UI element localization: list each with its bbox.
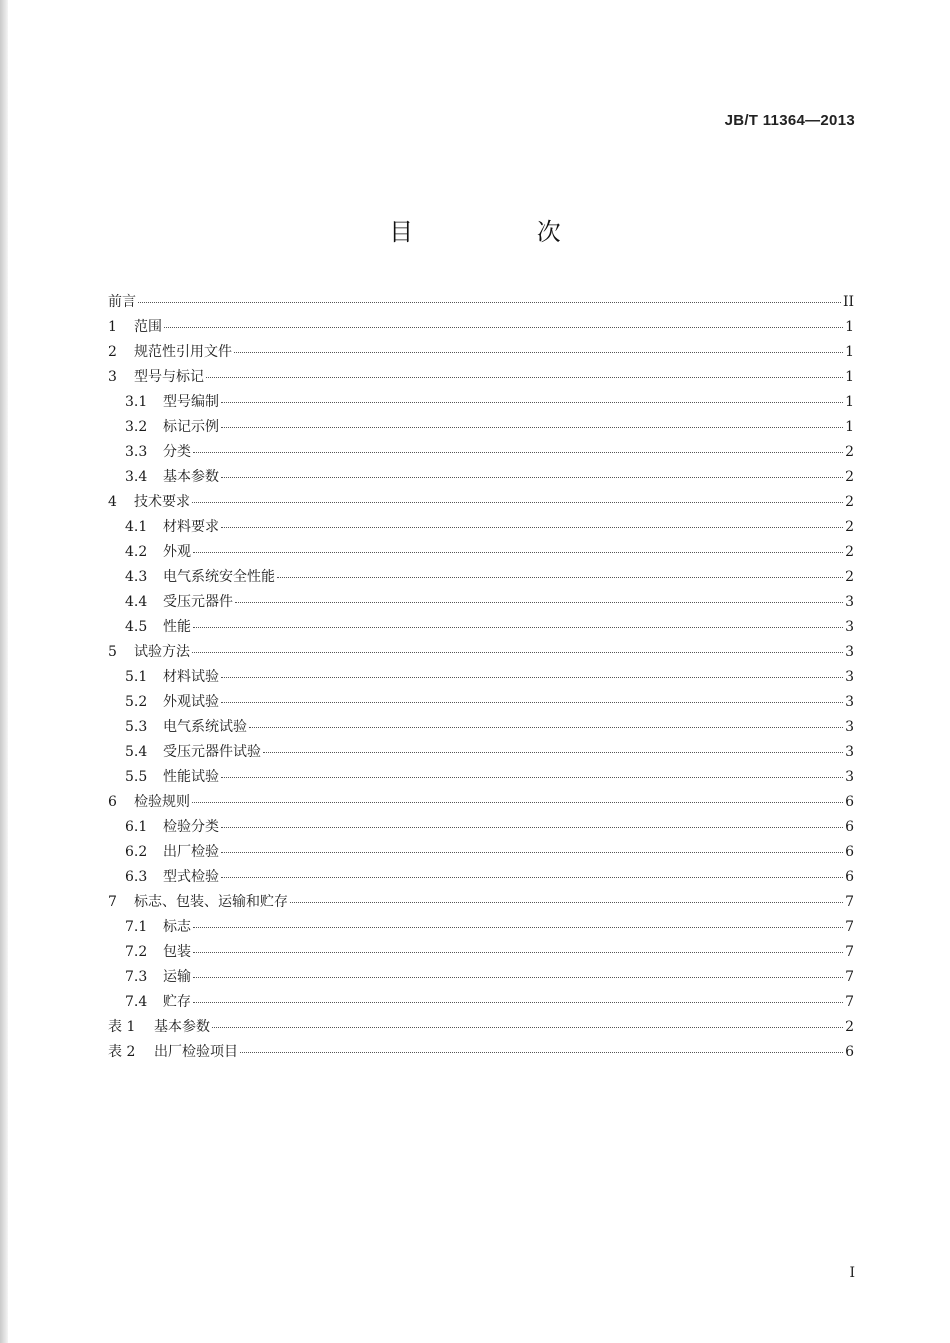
toc-entry[interactable] [108, 865, 854, 890]
toc-entry-page: 1 [845, 319, 854, 335]
toc-entry-number: 5.3 [125, 719, 148, 735]
toc-entry[interactable] [108, 540, 854, 565]
toc-entry-page: 2 [845, 1019, 854, 1035]
toc-entry-page: 6 [845, 844, 854, 860]
toc-entry-page: 2 [845, 469, 854, 485]
toc-entry[interactable] [108, 440, 854, 465]
dot-leader [193, 951, 843, 953]
toc-entry-number: 3 [108, 369, 117, 385]
dot-leader [193, 451, 843, 453]
dot-leader [193, 551, 843, 553]
dot-leader [193, 1001, 843, 1003]
standard-code: JB/T 11364—2013 [724, 112, 855, 129]
toc-entry-page: 1 [845, 344, 854, 360]
toc-entry[interactable] [108, 965, 854, 990]
toc-entry-label: 贮存 [163, 994, 191, 1010]
toc-entry-label: 标志 [163, 919, 191, 935]
toc-entry-page: 7 [845, 944, 854, 960]
toc-entry-label: 运输 [163, 969, 191, 985]
toc-entry[interactable] [108, 1015, 854, 1040]
toc-entry-page: 3 [845, 769, 854, 785]
toc-entry[interactable] [108, 940, 854, 965]
toc-entry-number: 5.4 [125, 744, 148, 760]
toc-entry-number: 6.3 [125, 869, 148, 885]
toc-entry[interactable] [108, 465, 854, 490]
dot-leader [138, 301, 841, 303]
toc-entry-label: 出厂检验 [163, 844, 219, 860]
toc-entry-label: 标志、包装、运输和贮存 [134, 894, 288, 910]
toc-entry-label: 材料要求 [163, 519, 219, 535]
toc-entry-label: 包装 [163, 944, 191, 960]
toc-entry[interactable] [108, 715, 854, 740]
toc-entry[interactable] [108, 415, 854, 440]
toc-entry-label: 外观 [163, 544, 191, 560]
dot-leader [193, 976, 843, 978]
dot-leader [192, 801, 843, 803]
toc-entry-page: 2 [845, 444, 854, 460]
dot-leader [221, 851, 843, 853]
toc-entry-page: 7 [845, 994, 854, 1010]
toc-entry[interactable] [108, 640, 854, 665]
dot-leader [206, 376, 843, 378]
toc-entry-label: 规范性引用文件 [134, 344, 232, 360]
dot-leader [212, 1026, 843, 1028]
dot-leader [221, 426, 843, 428]
toc-entry-number: 3.2 [125, 419, 148, 435]
toc-entry-label: 技术要求 [134, 494, 190, 510]
toc-entry[interactable] [108, 740, 854, 765]
toc-entry-label: 电气系统试验 [163, 719, 247, 735]
toc-entry-label: 受压元器件试验 [163, 744, 261, 760]
toc-entry-number: 5.1 [125, 669, 148, 685]
toc-entry-number: 4.4 [125, 594, 148, 610]
toc-entry[interactable] [108, 665, 854, 690]
page-title: 目 次 [389, 218, 619, 246]
toc-entry-label: 型号编制 [163, 394, 219, 410]
toc-entry-label: 检验规则 [134, 794, 190, 810]
page-edge [0, 0, 8, 1343]
toc-entry[interactable] [108, 590, 854, 615]
toc-entry-number: 5.5 [125, 769, 148, 785]
toc-entry-number: 4.1 [125, 519, 148, 535]
toc-entry-page: 3 [845, 644, 854, 660]
toc-entry-label: 外观试验 [163, 694, 219, 710]
dot-leader [193, 626, 843, 628]
toc-entry-label: 标记示例 [163, 419, 219, 435]
toc-entry-page: II [842, 294, 854, 310]
dot-leader [221, 526, 843, 528]
toc-entry-label: 性能试验 [163, 769, 219, 785]
toc-entry-page: 1 [845, 394, 854, 410]
dot-leader [234, 351, 843, 353]
toc-entry-page: 3 [845, 619, 854, 635]
toc-entry[interactable] [108, 765, 854, 790]
toc-entry-label: 试验方法 [134, 644, 190, 660]
toc-entry[interactable] [108, 515, 854, 540]
toc-entry-page: 3 [845, 669, 854, 685]
toc-entry-number: 4 [108, 494, 117, 510]
toc-entry-page: 3 [845, 719, 854, 735]
toc-entry[interactable] [108, 915, 854, 940]
toc-entry-number: 7 [108, 894, 117, 910]
toc-entry-number: 6.1 [125, 819, 148, 835]
toc-entry-label: 出厂检验项目 [154, 1044, 238, 1060]
page-number: I [849, 1265, 855, 1281]
toc-entry-page: 3 [845, 694, 854, 710]
toc-entry-page: 7 [845, 969, 854, 985]
dot-leader [221, 676, 843, 678]
dot-leader [221, 476, 843, 478]
toc-entry[interactable] [108, 840, 854, 865]
toc-entry-number: 4.5 [125, 619, 148, 635]
toc-entry-page: 6 [845, 819, 854, 835]
dot-leader [249, 726, 843, 728]
toc-entry-label: 基本参数 [163, 469, 219, 485]
toc-entry-number: 2 [108, 344, 117, 360]
dot-leader [235, 601, 843, 603]
toc-entry[interactable] [108, 365, 854, 390]
toc-entry-number: 1 [108, 319, 117, 335]
dot-leader [221, 701, 843, 703]
toc-entry-number: 3.4 [125, 469, 148, 485]
toc-entry-number: 表 2 [108, 1044, 136, 1060]
dot-leader [263, 751, 843, 753]
toc-entry[interactable] [108, 340, 854, 365]
toc-entry-label: 检验分类 [163, 819, 219, 835]
toc-entry-label: 前言 [108, 294, 136, 310]
toc-entry[interactable] [108, 490, 854, 515]
toc-entry-number: 7.2 [125, 944, 148, 960]
toc-entry[interactable] [108, 990, 854, 1015]
toc-entry-label: 型号与标记 [134, 369, 204, 385]
toc-entry-number: 表 1 [108, 1019, 136, 1035]
dot-leader [240, 1051, 843, 1053]
toc-entry-label: 分类 [163, 444, 191, 460]
dot-leader [164, 326, 843, 328]
toc-entry[interactable] [108, 565, 854, 590]
toc-entry-page: 7 [845, 919, 854, 935]
toc-entry-label: 电气系统安全性能 [163, 569, 275, 585]
toc-entry-page: 6 [845, 794, 854, 810]
dot-leader [193, 926, 843, 928]
toc-entry-label: 范围 [134, 319, 162, 335]
toc-entry-number: 6.2 [125, 844, 148, 860]
toc-entry-page: 1 [845, 369, 854, 385]
toc-entry-number: 7.1 [125, 919, 148, 935]
toc-entry-number: 7.3 [125, 969, 148, 985]
toc-entry-page: 2 [845, 519, 854, 535]
toc-entry-number: 7.4 [125, 994, 148, 1010]
toc-entry[interactable] [108, 690, 854, 715]
dot-leader [290, 901, 843, 903]
toc-entry-number: 4.3 [125, 569, 148, 585]
table-of-contents [108, 290, 854, 1065]
toc-entry[interactable] [108, 315, 854, 340]
dot-leader [221, 826, 843, 828]
toc-entry[interactable] [108, 890, 854, 915]
toc-entry-number: 5 [108, 644, 117, 660]
toc-entry-number: 4.2 [125, 544, 148, 560]
toc-entry-page: 7 [845, 894, 854, 910]
toc-entry[interactable] [108, 390, 854, 415]
toc-entry-page: 1 [845, 419, 854, 435]
toc-entry-number: 3.3 [125, 444, 148, 460]
toc-entry-page: 2 [845, 544, 854, 560]
toc-entry-label: 型式检验 [163, 869, 219, 885]
dot-leader [192, 501, 843, 503]
toc-entry-page: 2 [845, 494, 854, 510]
dot-leader [221, 776, 843, 778]
toc-entry-page: 3 [845, 744, 854, 760]
toc-entry-page: 3 [845, 594, 854, 610]
toc-entry-label: 性能 [163, 619, 191, 635]
toc-entry-number: 6 [108, 794, 117, 810]
toc-entry-number: 3.1 [125, 394, 148, 410]
dot-leader [221, 401, 843, 403]
dot-leader [192, 651, 843, 653]
toc-entry-page: 6 [845, 869, 854, 885]
toc-entry[interactable] [108, 815, 854, 840]
toc-entry-label: 材料试验 [163, 669, 219, 685]
dot-leader [277, 576, 843, 578]
toc-entry[interactable] [108, 1040, 854, 1065]
toc-entry[interactable] [108, 790, 854, 815]
toc-entry-label: 基本参数 [154, 1019, 210, 1035]
toc-entry[interactable] [108, 290, 854, 315]
dot-leader [221, 876, 843, 878]
toc-entry[interactable] [108, 615, 854, 640]
toc-entry-number: 5.2 [125, 694, 148, 710]
toc-entry-label: 受压元器件 [163, 594, 233, 610]
toc-entry-page: 2 [845, 569, 854, 585]
toc-entry-page: 6 [845, 1044, 854, 1060]
